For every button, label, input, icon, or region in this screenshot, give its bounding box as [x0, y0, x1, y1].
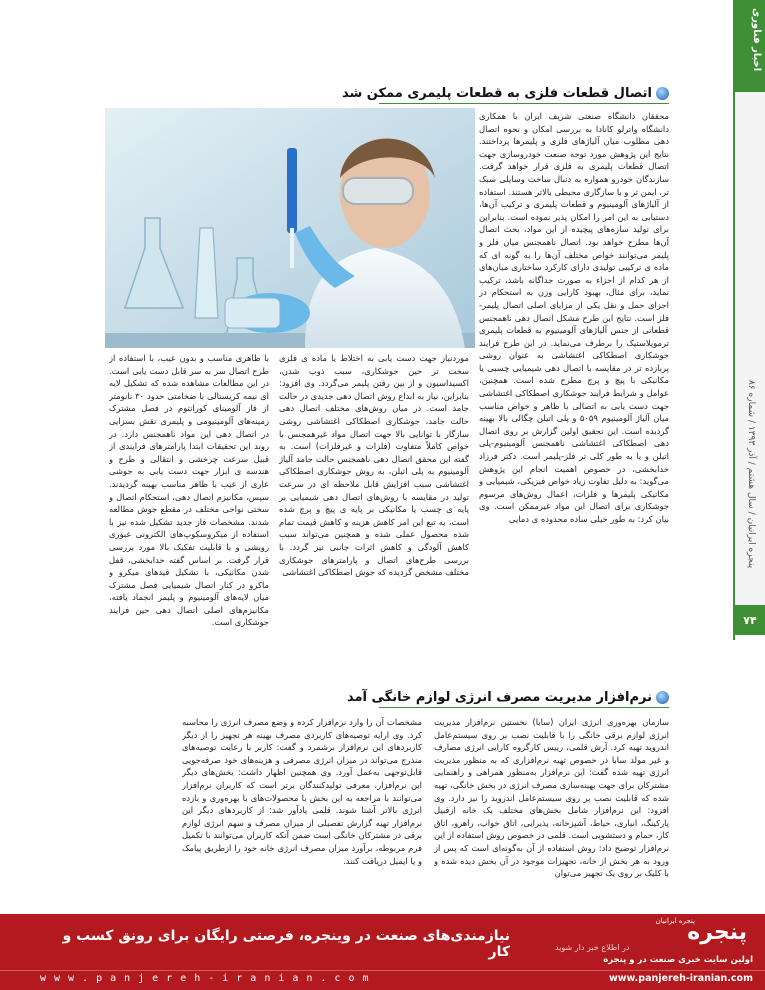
article2-title-underline — [379, 707, 669, 708]
section-tab — [735, 0, 765, 92]
article1-title: اتصال قطعات فلزی به قطعات پلیمری ممکن شد — [341, 86, 652, 101]
section-tab-label: اخبار فناوری — [751, 8, 762, 72]
article2-column-1: سازمان بهره‌وری انرژی ایران (سابا) نخستین نرم‌افزار مدیریت انرژی لوازم برقی خانگی را با قابلیت نصب بر روی سیستم‌عامل اندروید تهیه کرد. آرش قلمی، رییس کارگروه کارایی انرژی مصارف و غیر مولد سابا در خصوص تهیه نرم‌افزاری که به منظور مدیریت انرژی تهیه شده گفت: این نرم‌افزار به‌منظور همراهی و راهنمایی مشترکان برای جهت بهینه‌سازی مصرف انرژی در بخش خانگی، تهیه شده که قابلیت نصب بر روی سیستم‌عامل اندروید را نیز دارد. وی افزود: این نرم‌افزار شامل بخش‌های مختلف یک خانه ازقبیل پارکینگ، انباری، حیاط، آشپزخانه، پذیرایی، اتاق خواب، راهرو، اتاق کار، حمام و دستشویی است. قلمی در خصوص روش استفاده از این نرم‌افزار توضیح داد: روش استفاده از آن به‌گونه‌ای است که پس از ورود به هر بخش از خانه، تجهیزات موجود در آن بخش دیده شده و با کلیک بر روی یک تجهیز می‌توان — [434, 717, 669, 879]
ad-url-wide[interactable]: www.panjereh-iranian.com — [40, 973, 377, 984]
article1-column-2: موردنیاز جهت دست یابی به اختلاط یا ماده ی فلزی سخت تر حین جوشکاری، سبب ذوب شدن، اکسیداسیون و از بین رفتن پلیمر می‌گردد. وی افزود: بنابراین، نیاز به ابداع روش اتصال دهی جدیدی در حالت جامد است. در میان روش‌های مختلف اتصال دهی حالت جامد، جوشکاری اصطکاکی اغتشاشی روشی سازگار با توانایی بالا جهت اتصال مواد غیرهمجنس با خواص کاملاً متفاوت (فلزات و غیرفلزات) است. به گفته این محقق اتصال دهی ناهمجنس حالت جامد آلیاژ آلومینیوم به پلی اتیلن، به روش جوشکاری اصطکاکی اغتشاشی سبب افزایش قابل ملاحظه ای در سرعت تولید در مقایسه با روش‌های اتصال دهی شیمیایی بر پایه ی چسب یا مکانیکی بر پایه ی پیچ و پرچ شده است، به تبع این امر کاهش هزینه و کاهش قیمت تمام شده محصول عملی شده و همچنین می‌تواند سبب کاهش آلودگی و کاهش اثرات جانبی نیز گردد. با بررسی طرح‌های اتصال و پارامترهای جوشکاری مختلف مشخص گردیده که جوش اصطکاکی اغتشاشی — [279, 353, 469, 578]
globe-bullet-icon — [656, 691, 669, 704]
scientist-photo — [105, 108, 475, 348]
ad-url-link[interactable]: www.panjereh-iranian.com — [608, 973, 753, 984]
ad-tagline-1: در اطلاع خبر دار شوید — [555, 943, 630, 952]
article1-title-wrap — [342, 86, 669, 101]
ad-tagline-2: اولین سایت خبری صنعت در و پنجره — [603, 955, 753, 965]
page-number: ۷۴ — [735, 605, 765, 635]
ad-logo-small: پنجره ایرانیان — [655, 917, 695, 925]
article2-column-2: مشخصات آن را وارد نرم‌افزار کرده و وضع مصرف انرژی را محاسبه کرد. وی ارایه توصیه‌های کاربردی مصرف بهینه هر تجهیز را از دیگر کاربردهای این نرم‌افزار برشمرد و گفت: کاربر با رعایت توصیه‌های مندرج می‌تواند در میزان انرژی مصرفی و هزینه‌های خود صرفه‌جویی قابل‌توجهی به‌عمل آورد. وی همچنین اظهار داشت: بخش‌های دیگر این نرم‌افزار، معرفی تولیدکنندگان برتر است که کاربران نرم‌افزار می‌توانند با مراجعه به این بخش با محصولات‌های با بهره‌وری و بازده انرژی بالاتر آشنا شوند. قلمی یادآور شد: از کاربردهای دیگر این نرم‌افزار تهیه گزارش تفصیلی از میزان مصرف و سهم انرژی لوازم برقی در مشترکان خانگی است ضمن آنکه کاربران می‌توانند با تکمیل فرم مربوطه، برآورد میزان مصرف انرژی خانه خود را ازطریق پیامک و یا ایمیل دریافت کنند. — [182, 717, 422, 866]
ad-headline: نیازمندی‌های صنعت در وینجره، فرصتی رایگان برای رونق کسب و کار — [62, 928, 510, 960]
article1-column-3: با ظاهری مناسب و بدون عیب، با استفاده از طرح اتصال سر به سر قابل دست یابی است. در این مطالعات مشاهده شده که تشکیل لایه ای نیمه کریستالی با ضخامتی حدود ۳۰ نانومتر از فاز آلومینای کورانتوم در فصل مشترک زمینه‌های آلومینیومی و پلیمری نقش بسزایی در اتصال دهی این مواد ناهمجنس دارد. در روند این تحقیقات ابتدا پارامترهای فرایندی از قبیل سرعت چرخشی و انتقالی و طرح و هندسه ی ابزار جهت دست یابی به جوشی عاری از عیب با ظاهر مناسب بهینه گردیدند. سپس، مکانیزم اتصال دهی، استحکام اتصال و سختی نواحی مختلف در مقطع جوش مطالعه شدند. مشخصات فاز جدید تشکیل شده نیز با استفاده از میکروسکوپ‌های الکترونی عبوری روبشی و با قابلیت تفکیک بالا مورد بررسی قرار گرفت. بر اساس گفته خدابخشی، قفل شدن مکانیکی، با تشکیل قیدهای میکرو و ماکرو در کنار اتصال شیمیایی فصل مشترک میان لایه‌های آلومینیوم و پلیمر انجماد یافته، مکانیزم‌های اصلی اتصال دهی حین فرایند جوشکاری است. — [109, 353, 269, 628]
article2-title: نرم‌افزار مدیریت مصرف انرژی لوازم خانگی آمد — [346, 690, 652, 705]
article1-title-underline — [379, 103, 669, 104]
globe-bullet-icon — [656, 87, 669, 100]
article1-column-1: محققان دانشگاه صنعتی شریف ایران با همکاری دانشگاه واترلو کانادا به بررسی امکان و نحوه اتصال دهی مطلوب میان آلیاژهای فلزی و پلیمرها پرداختند. نتایج این پژوهش مورد توجه صنعت خودروسازی جهت اتصال قطعات پلیمری به فلزی قرار خواهد گرفت. سازندگان خودرو همواره به دنبال ساخت وسایلی سبک تر، ایمن تر و با سازگاری محیطی بالاتر هستند. استفاده از آلیاژهای آلومینیوم و قطعات پلیمری و ترکیب آن‌ها، دستیابی به این امر را امکان پذیر نموده است. بنابراین برای تولید سازه‌های پیچیده از این مواد، بحث اتصال آن‌ها مطرح خواهد بود. اتصال ناهمجنس میان فلز و پلیمر می‌توانند خواص مختلف آن‌ها را به گونه ای که ماده ی ترکیبی تولیدی دارای کارکرد ساختاری میان‌های از هر کدام از اجزاء به صورت جداگانه باشد، ترکیب نماید، برای مثال، بهبود کارایی وزن به استحکام در اجزای حمل و نقل یکی از مزایای اصلی اتصال پلیمر- فلز است. نتایج این طرح مشکل اتصال دهی ناهمجنس قطعاتی از جنس آلیاژهای آلومینیوم به قطعات پلیمری ترموپلاستیک را برطرف می‌نماید. در این طرح فرایند جوشکاری اصطکاکی اغتشاشی به عنوان روشی پربازده تر در مقایسه با اتصال دهی شیمیایی چسبی یا مکانیکی با پیچ و پرچ مطرح شده است. همچنین، عوامل و شرایط فرایند جوشکاری اصطکاکی اغتشاشی جهت دست یابی به اتصالی با ظاهر و خواص مناسب میان آلیاژ آلومینیوم ۵۰۵۹ و پلی اتیلن چگالی بالا بهینه گردیده است. این تحقیق اولین گزارش بر روی اتصال دهی اصطکاکی اغتشاشی ناهمجنس آلومینیوم-پلی اتیلن و یا به طور کلی تر فلز-پلیمر است. دکتر فرزاد خدابخشی، در خصوص اهمیت انجام این پژوهش می‌گوید: به دلیل تفاوت زیاد خواص فیزیکی، شیمیایی و مکانیکی پلیمرها و فلزات، اعمال روش‌های مرسوم جوشکاری برای اتصال این مواد غیرممکن است. وی بیان کرد: به طور خیلی ساده محدوده ی دمایی — [479, 111, 669, 524]
article2-title-wrap — [347, 690, 669, 705]
ad-logo: پنجره — [687, 920, 747, 945]
scientist-illustration — [105, 108, 475, 348]
issue-info: پنجره ایرانیان / سال هشتم / آذر ۱۳۹۳ / شماره ۸۶ — [746, 380, 756, 569]
